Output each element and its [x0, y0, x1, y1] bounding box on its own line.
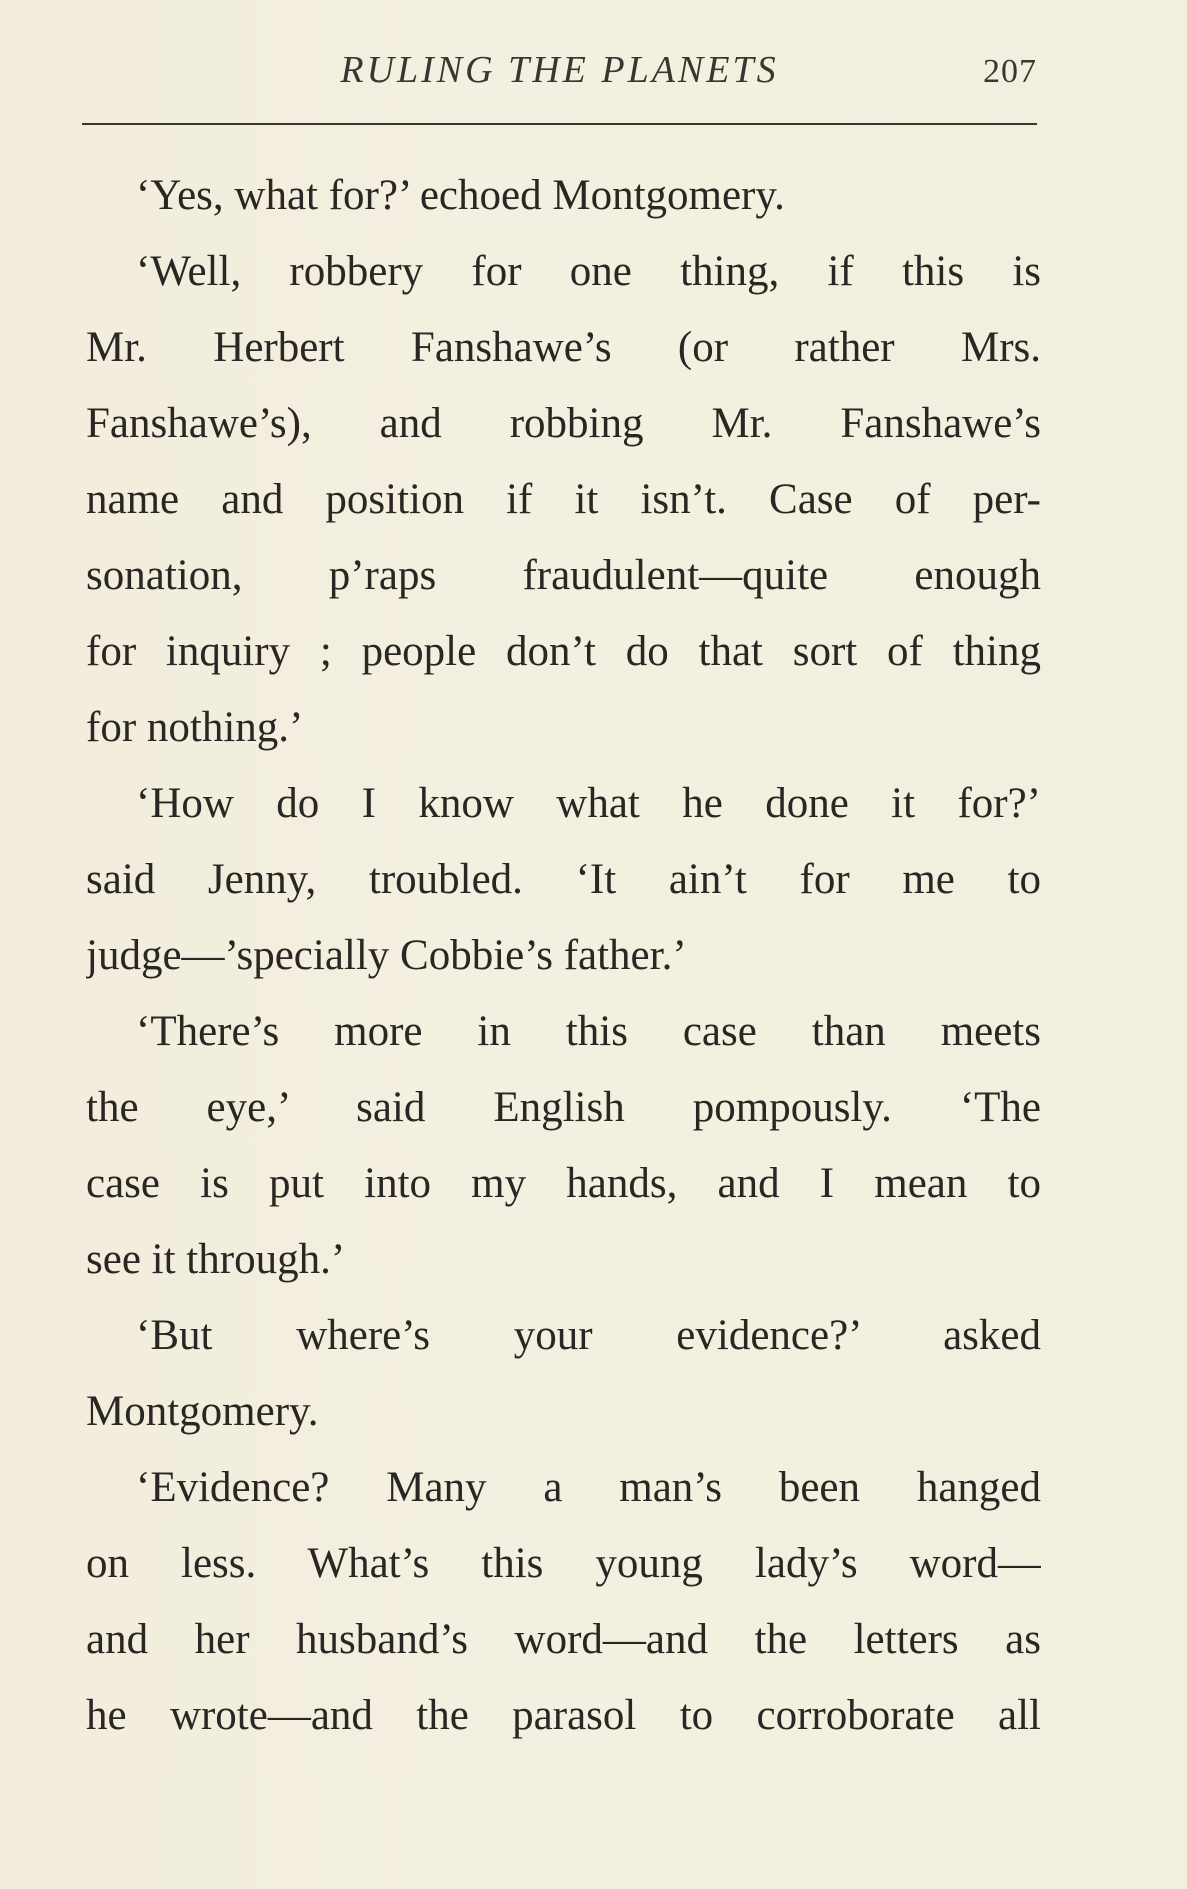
text-line: ‘There’s more in this case than meets — [136, 1008, 1041, 1055]
text-line: for inquiry ; people don’t do that sort of thing — [86, 628, 1041, 675]
text-line: for nothing.’ — [86, 704, 304, 751]
text-line: Montgomery. — [86, 1388, 319, 1435]
text-line: and her husband’s word—and the letters as — [86, 1616, 1041, 1663]
text-line: case is put into my hands, and I mean to — [86, 1160, 1041, 1207]
text-line: Fanshawe’s), and robbing Mr. Fanshawe’s — [86, 400, 1041, 447]
running-head — [82, 40, 1037, 100]
running-title: RULING THE PLANETS — [340, 49, 779, 91]
text-line: sonation, p’raps fraudulent—quite enough — [86, 552, 1041, 599]
text-line: ‘But where’s your evidence?’ asked — [136, 1312, 1041, 1359]
text-line: see it through.’ — [86, 1236, 346, 1283]
text-line: said Jenny, troubled. ‘It ain’t for me to — [86, 856, 1041, 903]
text-line: the eye,’ said English pompously. ‘The — [86, 1084, 1041, 1131]
page-number: 207 — [983, 53, 1037, 90]
text-line: ‘Yes, what for?’ echoed Montgomery. — [136, 172, 785, 219]
text-line: name and position if it isn’t. Case of per- — [86, 476, 1041, 523]
text-line: Mr. Herbert Fanshawe’s (or rather Mrs. — [86, 324, 1041, 371]
header-rule — [82, 123, 1037, 125]
body-text — [86, 158, 1041, 1754]
text-line: on less. What’s this young lady’s word— — [86, 1540, 1041, 1587]
text-line: he wrote—and the parasol to corroborate all — [86, 1692, 1041, 1739]
text-line: ‘How do I know what he done it for?’ — [136, 780, 1041, 827]
text-line: ‘Well, robbery for one thing, if this is — [136, 248, 1041, 295]
text-line: judge—’specially Cobbie’s father.’ — [86, 932, 687, 979]
text-line: ‘Evidence? Many a man’s been hanged — [136, 1464, 1041, 1511]
